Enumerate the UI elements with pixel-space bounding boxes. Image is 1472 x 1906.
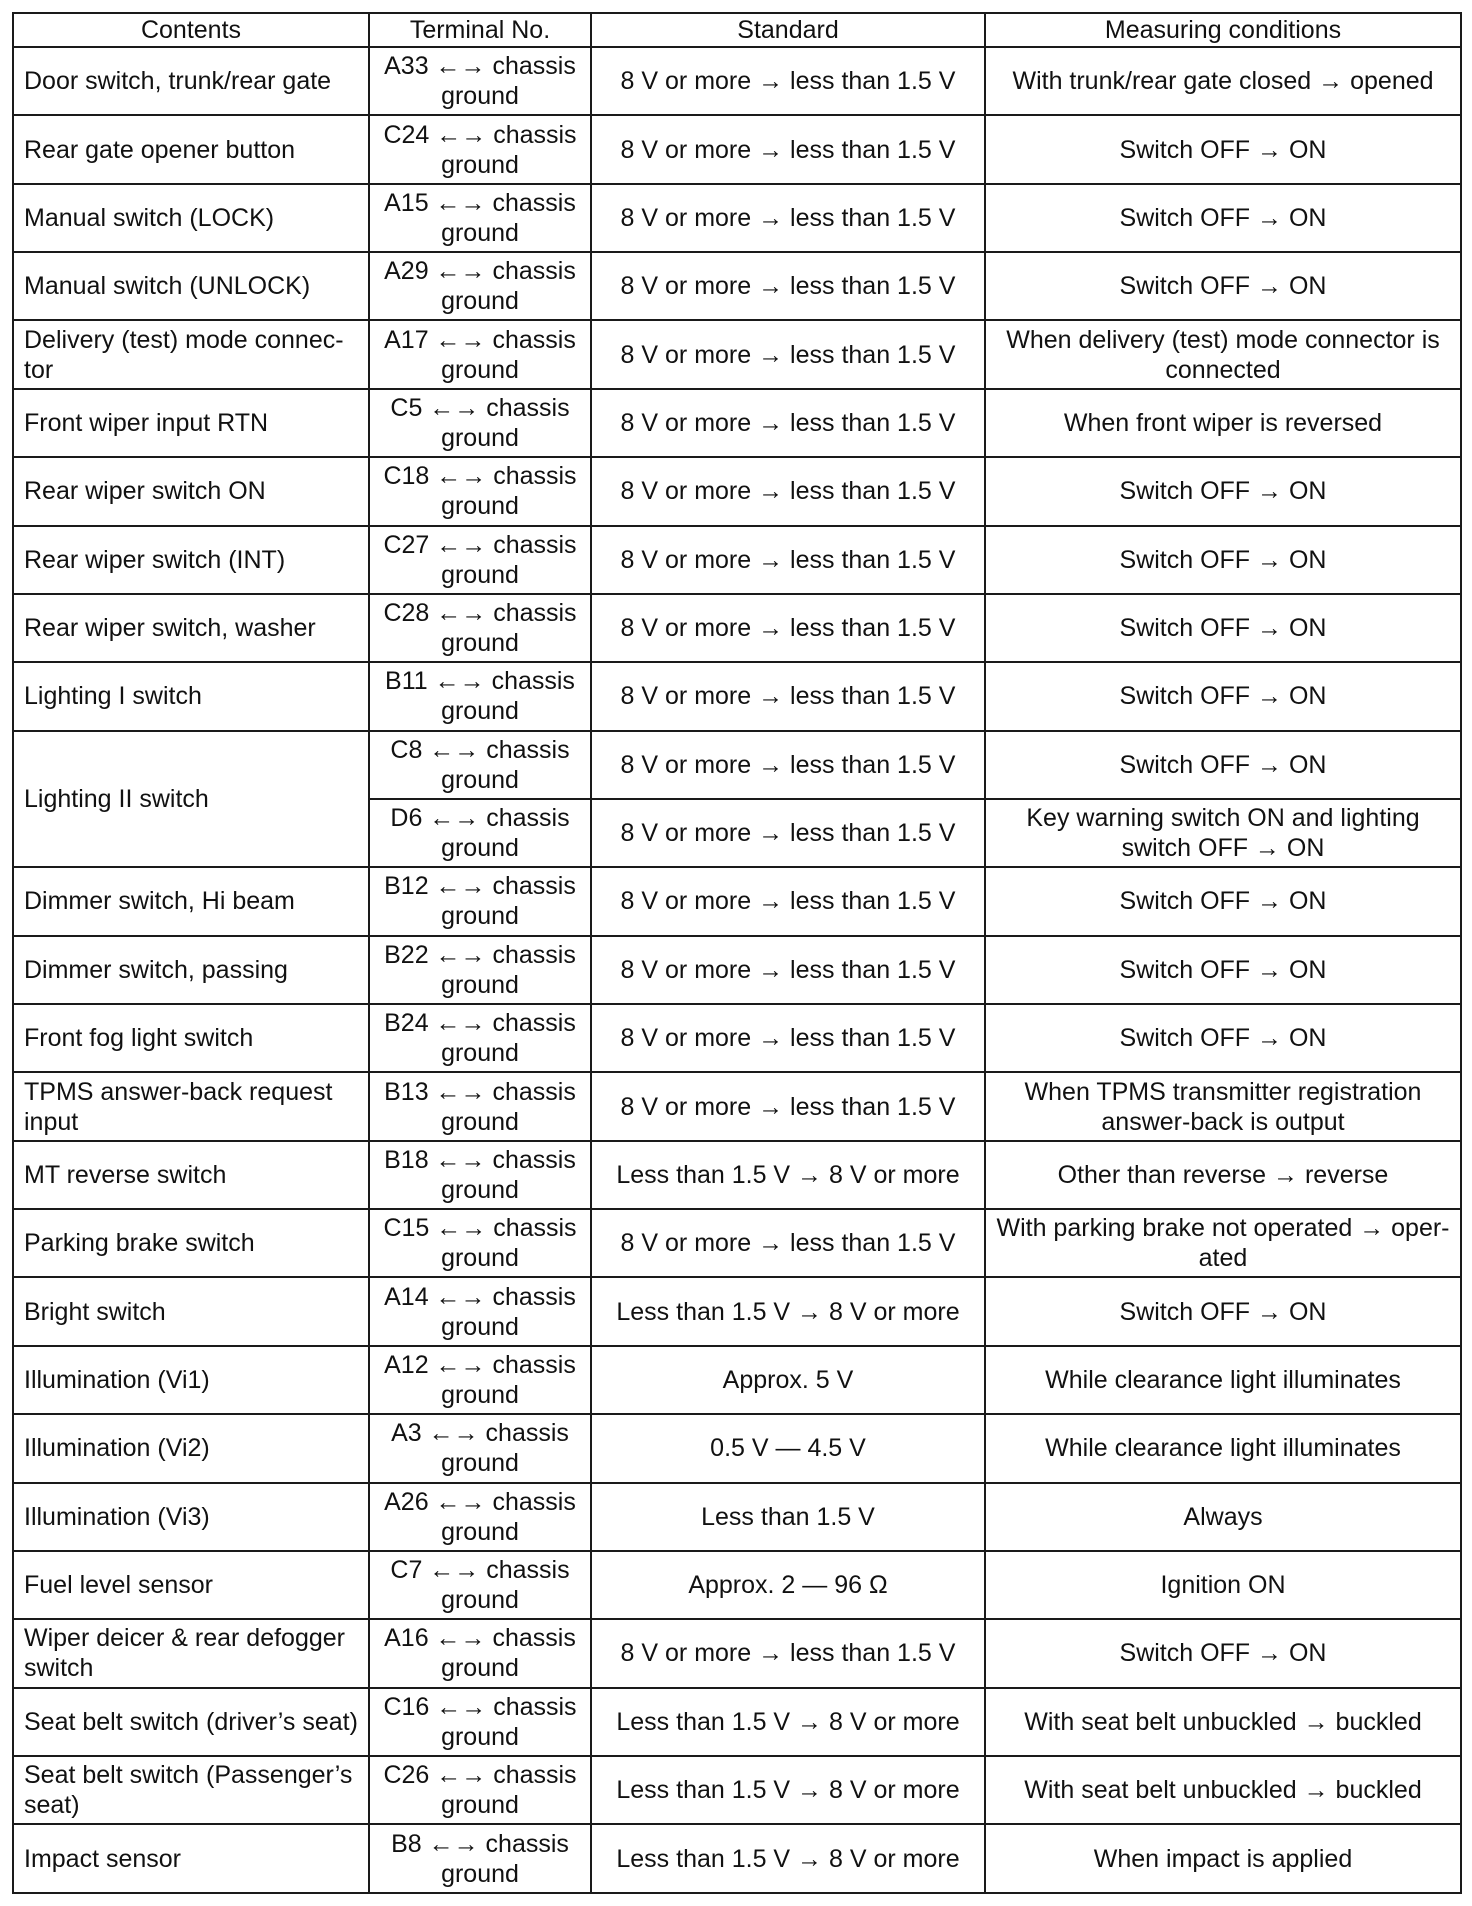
cell-measuring-conditions: While clearance light illuminates xyxy=(985,1414,1461,1482)
cell-contents: Dimmer switch, Hi beam xyxy=(13,867,369,935)
table-row xyxy=(13,457,1461,525)
cell-terminal-no: B12 ←→ chassis ground xyxy=(369,867,591,935)
table-row xyxy=(13,1824,1461,1893)
cell-terminal-no: C7 ←→ chassis ground xyxy=(369,1551,591,1619)
cell-standard: 8 V or more → less than 1.5 V xyxy=(591,47,985,115)
cell-measuring-conditions: When delivery (test) mode connector is connected xyxy=(985,320,1461,388)
table-row xyxy=(13,47,1461,115)
cell-standard: 8 V or more → less than 1.5 V xyxy=(591,320,985,388)
cell-contents: Front wiper input RTN xyxy=(13,389,369,457)
cell-measuring-conditions: With seat belt unbuckled → buckled xyxy=(985,1756,1461,1824)
cell-terminal-no: A15 ←→ chassis ground xyxy=(369,184,591,252)
table-row xyxy=(13,1551,1461,1619)
cell-contents: Fuel level sensor xyxy=(13,1551,369,1619)
table-row xyxy=(13,1004,1461,1072)
cell-terminal-no: A16 ←→ chassis ground xyxy=(369,1619,591,1687)
cell-terminal-no: B11 ←→ chassis ground xyxy=(369,662,591,730)
table-row xyxy=(13,1688,1461,1756)
table-row xyxy=(13,867,1461,935)
cell-measuring-conditions: Switch OFF → ON xyxy=(985,867,1461,935)
cell-terminal-no: C5 ←→ chassis ground xyxy=(369,389,591,457)
cell-contents: Dimmer switch, passing xyxy=(13,936,369,1004)
cell-measuring-conditions: Switch OFF → ON xyxy=(985,1277,1461,1345)
cell-measuring-conditions: With seat belt unbuckled → buckled xyxy=(985,1688,1461,1756)
cell-terminal-no: C28 ←→ chassis ground xyxy=(369,594,591,662)
cell-measuring-conditions: Other than reverse → reverse xyxy=(985,1141,1461,1209)
cell-terminal-no: A33 ←→ chassis ground xyxy=(369,47,591,115)
cell-contents: Rear gate opener button xyxy=(13,115,369,183)
cell-measuring-conditions: Ignition ON xyxy=(985,1551,1461,1619)
cell-standard: 8 V or more → less than 1.5 V xyxy=(591,799,985,867)
cell-standard: Less than 1.5 V → 8 V or more xyxy=(591,1141,985,1209)
cell-measuring-conditions: Switch OFF → ON xyxy=(985,526,1461,594)
cell-terminal-no: B13 ←→ chassis ground xyxy=(369,1072,591,1140)
cell-measuring-conditions: With trunk/rear gate closed → opened xyxy=(985,47,1461,115)
cell-terminal-no: C26 ←→ chassis ground xyxy=(369,1756,591,1824)
cell-measuring-conditions: Switch OFF → ON xyxy=(985,936,1461,1004)
cell-standard: 8 V or more → less than 1.5 V xyxy=(591,867,985,935)
cell-terminal-no: C24 ←→ chassis ground xyxy=(369,115,591,183)
cell-contents: Door switch, trunk/rear gate xyxy=(13,47,369,115)
cell-standard: Less than 1.5 V → 8 V or more xyxy=(591,1277,985,1345)
table-row xyxy=(13,1756,1461,1824)
table-row xyxy=(13,936,1461,1004)
cell-measuring-conditions: While clearance light illuminates xyxy=(985,1346,1461,1414)
cell-contents: Front fog light switch xyxy=(13,1004,369,1072)
cell-standard: 8 V or more → less than 1.5 V xyxy=(591,731,985,799)
cell-terminal-no: C15 ←→ chassis ground xyxy=(369,1209,591,1277)
cell-standard: 8 V or more → less than 1.5 V xyxy=(591,1004,985,1072)
table-row xyxy=(13,320,1461,388)
cell-contents: Lighting I switch xyxy=(13,662,369,730)
cell-contents: Manual switch (UNLOCK) xyxy=(13,252,369,320)
cell-terminal-no: C8 ←→ chassis ground xyxy=(369,731,591,799)
header-row xyxy=(13,13,1461,47)
table-row xyxy=(13,1277,1461,1345)
cell-standard: Less than 1.5 V → 8 V or more xyxy=(591,1824,985,1893)
cell-contents: Seat belt switch (Passenger’s seat) xyxy=(13,1756,369,1824)
table-row xyxy=(13,1072,1461,1140)
table-row xyxy=(13,1483,1461,1551)
cell-measuring-conditions: When TPMS transmitter registration answer-back is output xyxy=(985,1072,1461,1140)
table-row xyxy=(13,731,1461,799)
header-standard: Standard xyxy=(591,13,985,47)
cell-measuring-conditions: Switch OFF → ON xyxy=(985,1004,1461,1072)
cell-terminal-no: A14 ←→ chassis ground xyxy=(369,1277,591,1345)
cell-standard: 0.5 V — 4.5 V xyxy=(591,1414,985,1482)
terminal-spec-table xyxy=(12,12,1462,1894)
table-row xyxy=(13,1414,1461,1482)
cell-standard: 8 V or more → less than 1.5 V xyxy=(591,936,985,1004)
table-row xyxy=(13,115,1461,183)
cell-terminal-no: A26 ←→ chassis ground xyxy=(369,1483,591,1551)
cell-measuring-conditions: Switch OFF → ON xyxy=(985,662,1461,730)
cell-terminal-no: C18 ←→ chassis ground xyxy=(369,457,591,525)
cell-standard: 8 V or more → less than 1.5 V xyxy=(591,115,985,183)
cell-terminal-no: A17 ←→ chassis ground xyxy=(369,320,591,388)
cell-terminal-no: A12 ←→ chassis ground xyxy=(369,1346,591,1414)
cell-contents: Rear wiper switch (INT) xyxy=(13,526,369,594)
cell-contents: TPMS answer-back request input xyxy=(13,1072,369,1140)
cell-contents: Delivery (test) mode connec-tor xyxy=(13,320,369,388)
table-row xyxy=(13,1141,1461,1209)
cell-contents: Impact sensor xyxy=(13,1824,369,1893)
cell-standard: 8 V or more → less than 1.5 V xyxy=(591,252,985,320)
cell-terminal-no: B22 ←→ chassis ground xyxy=(369,936,591,1004)
cell-measuring-conditions: Switch OFF → ON xyxy=(985,731,1461,799)
header-measuring-conditions: Measuring conditions xyxy=(985,13,1461,47)
cell-contents: Lighting II switch xyxy=(13,731,369,868)
cell-measuring-conditions: Always xyxy=(985,1483,1461,1551)
cell-standard: Less than 1.5 V xyxy=(591,1483,985,1551)
table-row xyxy=(13,1346,1461,1414)
table-body xyxy=(13,47,1461,1893)
table-row xyxy=(13,389,1461,457)
table-row xyxy=(13,662,1461,730)
cell-standard: 8 V or more → less than 1.5 V xyxy=(591,526,985,594)
cell-contents: Illumination (Vi3) xyxy=(13,1483,369,1551)
table-row xyxy=(13,594,1461,662)
cell-measuring-conditions: Key warning switch ON and lighting switch OFF → ON xyxy=(985,799,1461,867)
cell-measuring-conditions: When impact is applied xyxy=(985,1824,1461,1893)
table-row xyxy=(13,526,1461,594)
cell-terminal-no: B24 ←→ chassis ground xyxy=(369,1004,591,1072)
cell-standard: 8 V or more → less than 1.5 V xyxy=(591,184,985,252)
table-row xyxy=(13,1619,1461,1687)
cell-contents: Illumination (Vi2) xyxy=(13,1414,369,1482)
cell-measuring-conditions: When front wiper is reversed xyxy=(985,389,1461,457)
cell-terminal-no: B8 ←→ chassis ground xyxy=(369,1824,591,1893)
cell-measuring-conditions: Switch OFF → ON xyxy=(985,457,1461,525)
cell-measuring-conditions: Switch OFF → ON xyxy=(985,594,1461,662)
cell-standard: 8 V or more → less than 1.5 V xyxy=(591,457,985,525)
cell-terminal-no: B18 ←→ chassis ground xyxy=(369,1141,591,1209)
table-row xyxy=(13,1209,1461,1277)
cell-measuring-conditions: Switch OFF → ON xyxy=(985,1619,1461,1687)
cell-terminal-no: C16 ←→ chassis ground xyxy=(369,1688,591,1756)
cell-contents: Wiper deicer & rear defogger switch xyxy=(13,1619,369,1687)
cell-terminal-no: D6 ←→ chassis ground xyxy=(369,799,591,867)
cell-standard: 8 V or more → less than 1.5 V xyxy=(591,1209,985,1277)
cell-contents: Parking brake switch xyxy=(13,1209,369,1277)
table-row xyxy=(13,252,1461,320)
cell-contents: Bright switch xyxy=(13,1277,369,1345)
cell-contents: Seat belt switch (driver’s seat) xyxy=(13,1688,369,1756)
cell-standard: 8 V or more → less than 1.5 V xyxy=(591,662,985,730)
cell-standard: 8 V or more → less than 1.5 V xyxy=(591,389,985,457)
cell-standard: Approx. 5 V xyxy=(591,1346,985,1414)
cell-measuring-conditions: Switch OFF → ON xyxy=(985,115,1461,183)
cell-terminal-no: A29 ←→ chassis ground xyxy=(369,252,591,320)
cell-contents: Illumination (Vi1) xyxy=(13,1346,369,1414)
cell-standard: Less than 1.5 V → 8 V or more xyxy=(591,1688,985,1756)
cell-contents: Manual switch (LOCK) xyxy=(13,184,369,252)
cell-standard: Less than 1.5 V → 8 V or more xyxy=(591,1756,985,1824)
cell-terminal-no: C27 ←→ chassis ground xyxy=(369,526,591,594)
header-terminal-no: Terminal No. xyxy=(369,13,591,47)
cell-standard: 8 V or more → less than 1.5 V xyxy=(591,1619,985,1687)
header-contents: Contents xyxy=(13,13,369,47)
cell-standard: 8 V or more → less than 1.5 V xyxy=(591,594,985,662)
cell-contents: Rear wiper switch ON xyxy=(13,457,369,525)
cell-terminal-no: A3 ←→ chassis ground xyxy=(369,1414,591,1482)
cell-measuring-conditions: With parking brake not operated → oper-ated xyxy=(985,1209,1461,1277)
cell-standard: Approx. 2 — 96 Ω xyxy=(591,1551,985,1619)
table-row xyxy=(13,184,1461,252)
table-header xyxy=(13,13,1461,47)
cell-contents: Rear wiper switch, washer xyxy=(13,594,369,662)
cell-contents: MT reverse switch xyxy=(13,1141,369,1209)
cell-standard: 8 V or more → less than 1.5 V xyxy=(591,1072,985,1140)
cell-measuring-conditions: Switch OFF → ON xyxy=(985,252,1461,320)
cell-measuring-conditions: Switch OFF → ON xyxy=(985,184,1461,252)
